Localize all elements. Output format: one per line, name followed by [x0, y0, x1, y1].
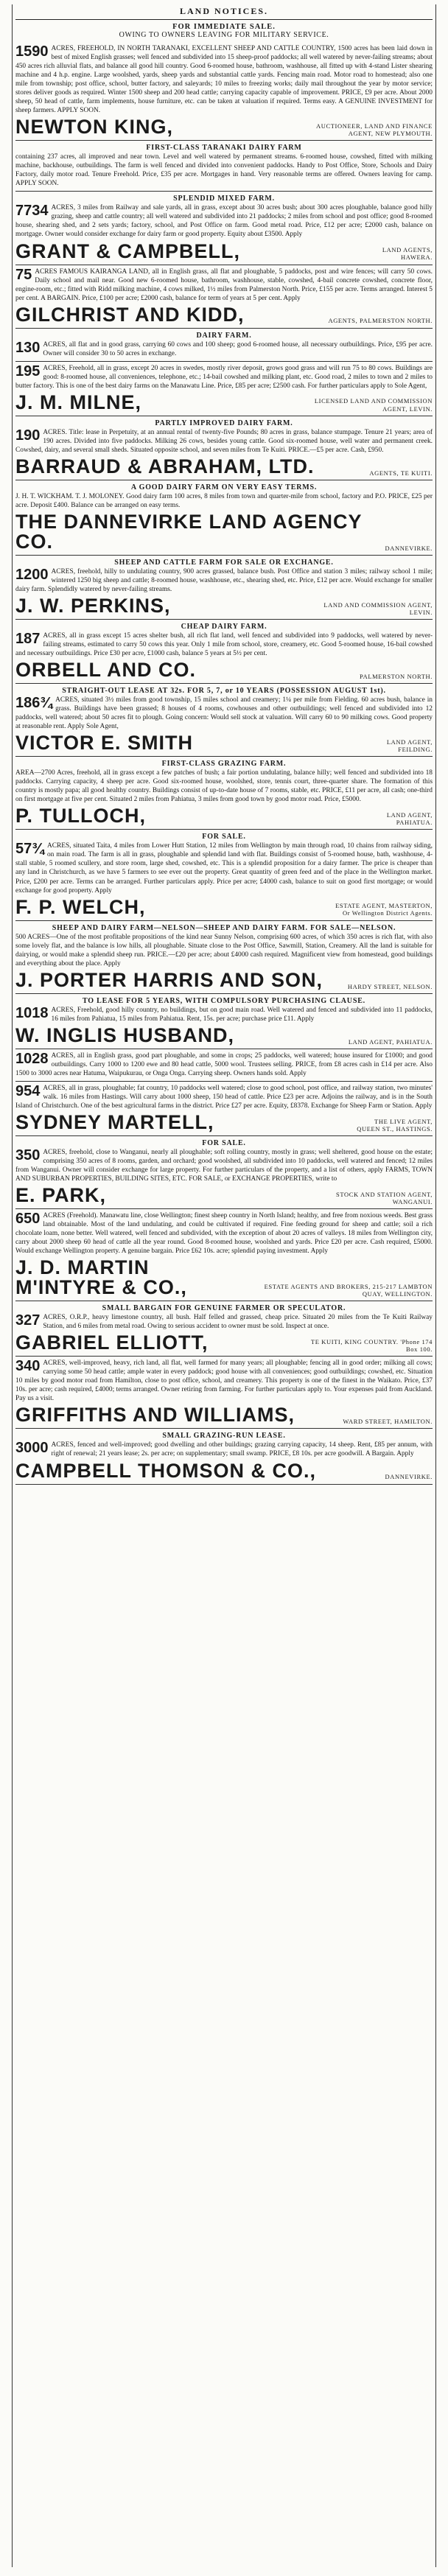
agent-address: TE KUITI, KING COUNTRY. 'Phone 174 Box 100. — [310, 1337, 433, 1354]
agent-name: F. P. WELCH, — [15, 895, 146, 918]
agent-line — [15, 596, 433, 616]
agent-line — [15, 1186, 433, 1205]
agent-address: PALMERSTON NORTH. — [360, 672, 433, 680]
agent-line — [15, 393, 433, 413]
ad-heading: PARTLY IMPROVED DAIRY FARM. — [155, 419, 293, 427]
acreage-number: 187 — [15, 631, 41, 648]
ad-body-text: ACRES, all in grass, ploughable; fat country, 10 paddocks well watered; close to good school, post office, and railway station, two minutes' walk. 16 miles from Hastings. Will carry about 1000 sheep, 150 head of cattle. Price £23 per acre. Adjoins the railway, and is in the South Island of Christchurch. One of the best agricultural farms in the district. Price £27 per acre. Equity, £8378. Exchange for Sheep Farm or Station. Apply — [15, 1084, 433, 1110]
agent-line — [15, 1461, 433, 1481]
ad-body — [15, 1006, 433, 1023]
agent-line — [15, 1110, 433, 1133]
agent-name: ORBELL AND CO. — [15, 659, 197, 682]
ads-list — [15, 42, 433, 1485]
acreage-number: 3000 — [15, 1440, 49, 1457]
agent-name: CAMPBELL THOMSON & CO., — [15, 1459, 317, 1482]
ad-heading: SMALL BARGAIN FOR GENUINE FARMER OR SPECULATOR. — [102, 1304, 346, 1313]
ad-body — [15, 1313, 433, 1331]
ad-heading: FIRST-CLASS GRAZING FARM. — [161, 760, 287, 769]
ad-body-text: ACRES, freehold, hilly to undulating country, 900 acres grassed, balance bush. Post Office and station 3 miles; railway school 1 mile; wintered 1250 big sheep and cattle; 8-roomed house, washhouse, etc., shearing shed, etc. Price, £12 per acre. Would exchange for smaller dairy farm. Splendidly watered by never-failing streams. — [15, 567, 433, 593]
acreage-number: 57¾ — [15, 841, 44, 858]
ad-body — [15, 428, 433, 455]
ad-body-text: ACRES, FREEHOLD, IN NORTH TARANAKI, EXCELLENT SHEEP AND CATTLE COUNTRY, 1500 acres has been laid down in best of mixed English grasses; well fenced and subdivided into 15 sheep-proof paddocks; all well watered by never-failing streams; about 450 acres rich alluvial flats, and balance all good hill country. Good 6-roomed house, bathroom, washhouse, all fitted up with 4-stand Lister shearing machine and 4 h.p. engine. Large woolshed, yards, sheep yards and substantial cattle yards. Fencing main road. Motor road to homestead; also one mile from township; post office, school, butter factory, and saleyards; 10 miles to freezing works; daily mail throughout the year by motor service; stores deliver goods as required. Winter 1500 sheep and 200 head cattle; carrying capacity capable of improvement. PRICE, £9 per acre. About 2000 sheep, 50 head of cattle, farm implements, house furniture, etc. can be taken at valuation if required. Terms easy. A GENUINE INVESTMENT for sheep farmers. APPLY SOON. — [15, 45, 433, 115]
agent-line — [15, 897, 433, 917]
ad-body — [15, 567, 433, 594]
agent-address: HARDY STREET, NELSON. — [347, 982, 433, 990]
agent-name: P. TULLOCH, — [15, 805, 147, 827]
ad-body — [15, 1441, 433, 1458]
ad-body-text: ACRES, all in grass except 15 acres shelter bush, all rich flat land, well fenced and subdivided into 9 paddocks, well watered by never-failing streams, estimated to carry 50 cows this year. Only 1 mile from school, store, creamery, etc. Good 5-roomed house, 16-bail cowshed and necessary outbuildings. Price £30 per acre, £1000 cash, balance 5 years at 5½ per cent. — [15, 632, 433, 658]
agent-line — [15, 305, 433, 325]
ad-body-text: ACRES, situated 3½ miles from good township, 15 miles school and creamery; 1¼ per mile from Fielding. 60 acres bush, balance in grass. Buildings have been grassed; 8 houses of 4 rooms, cowhouses and other outbuildings; well fenced and subdivided into 12 paddocks, well watered; about 50 acres fit to plough. Going concern: Would sell stock at valuation. Will carry 60 to 90 milking cows. Good property at reasonable rent. Apply Sole Agent, — [15, 696, 433, 731]
acreage-number: 327 — [15, 1312, 41, 1329]
acreage-number: 650 — [15, 1211, 41, 1228]
agent-address: ESTATE AGENTS AND BROKERS, 215-217 LAMBTON QUAY, WELLINGTON. — [264, 1282, 433, 1298]
ad-body — [15, 769, 433, 804]
ad-heading: STRAIGHT-OUT LEASE AT 32s. FOR 5, 7, or 10 YEARS (POSSESSION AUGUST 1st). — [62, 687, 386, 696]
acreage-number: 340 — [15, 1358, 41, 1375]
agent-line — [15, 117, 433, 137]
acreage-number: 1028 — [15, 1050, 49, 1067]
agent-address: LAND AGENT, PAHIATUA. — [386, 811, 433, 827]
land-ad — [15, 994, 433, 1049]
agent-name: GILCHRIST AND KIDD, — [15, 303, 245, 326]
agent-line — [15, 457, 433, 477]
agent-address: THE LIVE AGENT, QUEEN ST., HASTINGS. — [357, 1117, 433, 1133]
ad-body-text: ACRES. Title: lease in Perpetuity, at an annual rental of twenty-five Pounds; 80 acres in grass, balance stumpage. Tenure 21 years; area of 190 acres. Divided into five paddocks. Milking 26 cows, besides young cattle. Good six-roomed house, well water and permanent creek. Cowshed, dairy, and several small sheds. Situated opposite school, and seven miles from Te Kuiti. PRICE.—£5 per acre. Cash, £950. — [15, 428, 433, 454]
agent-address: LAND AND COMMISSION AGENT, LEVIN. — [323, 601, 433, 616]
land-ad — [15, 1082, 433, 1136]
land-ad — [15, 1209, 433, 1301]
ad-body-text: ACRES, fenced and well-improved; good dwelling and other buildings; grazing carrying capacity, 14 sheep. Rent, £85 per annum, with right of renewal; 21 years lease; 2s. per acre; on supplementary; small swamp. PRICE, £8 10s. per acre goodwill. A Bargain. Apply — [51, 1441, 433, 1458]
agent-line — [15, 1405, 433, 1425]
agent-name: GRIFFITHS AND WILLIAMS, — [15, 1404, 295, 1427]
ad-body — [15, 153, 433, 188]
agent-name: BARRAUD & ABRAHAM, LTD. — [15, 455, 315, 477]
agent-address: LAND AGENTS, HAWERA. — [382, 246, 433, 262]
land-ad — [15, 620, 433, 684]
agent-address: AUCTIONEER, LAND AND FINANCE AGENT, NEW PLYMOUTH. — [316, 122, 433, 138]
lead-heading: FOR IMMEDIATE SALE. — [172, 23, 276, 31]
land-ad — [15, 1301, 433, 1357]
agent-address: WARD STREET, HAMILTON. — [343, 1418, 433, 1426]
acreage-number: 1018 — [15, 1004, 49, 1021]
ad-body-text: ACRES, all flat and in good grass, carrying 60 cows and 100 sheep; good 6-roomed house, all necessary outbuildings. Price, £95 per acre. Owner will consider 30 to 50 acres in exchange. — [43, 340, 433, 357]
ad-heading: SPLENDID MIXED FARM. — [173, 195, 275, 203]
ad-heading: FIRST-CLASS TARANAKI DAIRY FARM — [146, 144, 302, 153]
ad-body — [15, 1084, 433, 1110]
ad-body — [15, 841, 433, 895]
land-ad — [15, 141, 433, 192]
agent-address: LICENSED LAND AND COMMISSION AGENT, LEVIN. — [314, 397, 433, 413]
agent-line — [15, 806, 433, 826]
ad-heading: SMALL GRAZING-RUN LEASE. — [162, 1432, 286, 1441]
agent-address: LAND AGENT, FEILDING. — [386, 738, 433, 754]
ad-body-text: ACRES, freehold, close to Wanganui, nearly all ploughable; soft rolling country, mostly in grass; well sheltered, good house on the estate; comprising 350 acres of 8 rooms, garden, and orchard; good woolshed, all subdivided into 10 paddocks, well watered and fenced; 12 miles from Wanganui. Owner will consider exchange for large property. For further particulars of the property, and a list of others, apply FARMS, TOWN AND SUBURBAN PROPERTIES, BUILDING SITES, ETC. FOR SALE, or EXCHANGE PROPERTIES, write to — [15, 1148, 433, 1183]
land-ad — [15, 329, 433, 362]
agent-address: AGENTS, TE KUITI. — [369, 469, 433, 477]
land-ad — [15, 684, 433, 757]
agent-name: J. PORTER HARRIS AND SON, — [15, 968, 323, 991]
ad-body-text: ACRES, Freehold, good hilly country, no buildings, but on good main road. Well watered and fenced and subdivided into 11 paddocks, 16 miles from Pahiatua, 15 miles from Pahiatua. Rent, 15s. per acre; purchase price £11. Apply — [51, 1006, 433, 1023]
agent-name: SYDNEY MARTELL, — [15, 1110, 214, 1133]
acreage-number: 130 — [15, 339, 41, 356]
ad-body-text: 500 ACRES—One of the most profitable propositions of the kind near Sunny Nelson, comprising 600 acres, of which 350 acres is rich flat, with also some lovely flat, and the balance is low hills, all ploughable. Situate close to the Post Office, Sawmill, Station, Creamery. All the land is suitable for dairying, or would make a splendid sheep run. PRICE.—£20 per acre; about £4000 cash required. Magnificent view from homestead, good buildings and everything about the place. Apply — [15, 933, 433, 967]
agent-line — [15, 970, 433, 990]
agent-name: VICTOR E. SMITH — [15, 732, 194, 755]
ad-body-text: ACRES, Freehold, all in grass, except 20 acres in swedes, mostly river deposit, grows good grass and will run 75 to 80 cows. Buildings are good: 8-roomed house, all conveniences, telephone, etc.; 14-bail cowshed and milking plant, etc. Good road, 2 miles to town and 2 miles to butter factory. This is one of the best dairy farms on the Manawatu Line. Price, £85 per acre; £2500 cash. For further particulars apply to Sole Agent, — [15, 364, 433, 390]
land-ad — [15, 42, 433, 141]
acreage-number: 7734 — [15, 203, 49, 220]
agent-line — [15, 512, 433, 552]
agent-name: J. W. PERKINS, — [15, 595, 171, 617]
agent-address: DANNEVIRKE. — [385, 1473, 433, 1481]
land-ad — [15, 1049, 433, 1082]
acreage-number: 350 — [15, 1147, 41, 1163]
acreage-number: 75 — [15, 266, 32, 283]
land-ad — [15, 830, 433, 920]
ad-body — [15, 492, 433, 510]
agent-name: W. INGLIS HUSBAND, — [15, 1023, 235, 1046]
ad-body-text: ACRES FAMOUS KAIRANGA LAND, all in English grass, all flat and ploughable, 5 paddocks, post and wire fences; will carry 50 cows. Daily school and mail near. Good new 6-roomed house, bathroom, washhouse, stable, cowshed, 4-bail concrete cowshed, concrete floor, engine-room, etc.; fitted with Ridd milking machine, 4 cows milked, 1½ miles from Palmerston North. Price, £155 per acre. Terms arranged. Interest 5 per cent. A BARGAIN. Price, £100 per acre; £2000 cash, balance for term of years at 5 per cent. Apply — [15, 267, 433, 302]
ad-body — [15, 203, 433, 239]
agent-line — [15, 239, 433, 262]
lead-subheading: OWING TO OWNERS LEAVING FOR MILITARY SERVICE. — [119, 31, 329, 39]
acreage-number: 190 — [15, 427, 41, 444]
ad-body — [15, 44, 433, 115]
ad-body-text: ACRES, 3 miles from Railway and sale yards, all in grass, except about 30 acres bush; about 300 acres ploughable, balance good hilly grazing, sheep and cattle country; all well watered and subdivided into 21 paddocks; 2 miles from school and post office; good 8-roomed house, shearing shed, and 2 sets yards; factory, school, and Post Office on farm. Good metal road. Price, £12 per acre; £2000 cash, balance on mortgage. Owner would consider exchange for dairy farm or good property. Equity about £3500. Apply — [15, 204, 433, 239]
agent-line — [15, 733, 433, 753]
acreage-number: 954 — [15, 1082, 41, 1099]
ad-heading: DAIRY FARM. — [196, 331, 252, 340]
agent-name: J. M. MILNE, — [15, 391, 142, 413]
ad-body — [15, 1148, 433, 1183]
ad-heading: SHEEP AND CATTLE FARM FOR SALE OR EXCHANGE. — [114, 558, 334, 567]
ad-heading: CHEAP DAIRY FARM. — [181, 623, 267, 631]
ad-heading: TO LEASE FOR 5 YEARS, WITH COMPULSORY PURCHASING CLAUSE. — [83, 996, 365, 1005]
ad-body — [15, 1051, 433, 1078]
agent-name: GABRIEL ELLIOTT, — [15, 1331, 209, 1354]
ad-body — [15, 696, 433, 731]
acreage-number: 1200 — [15, 566, 49, 583]
agent-name: E. PARK, — [15, 1184, 107, 1207]
ad-heading: FOR SALE. — [202, 833, 246, 841]
land-ad — [15, 1429, 433, 1484]
agent-name: NEWTON KING, — [15, 116, 173, 139]
land-ad — [15, 556, 433, 620]
ad-body — [15, 631, 433, 658]
ad-body-text: ACRES, situated Taita, 4 miles from Lower Hutt Station, 12 miles from Wellington by main through road, 10 chains from railway siding, on main road. The farm is all in grass, ploughable and splendid land with flat. Buildings consist of 5-roomed house, bath, washhouse, 4-stall stable, 5 roomed scullery, and store room, large shed, cowshed, etc. This is a splendid proposition for a dairy farmer. The price is cheaper than any land in Christchurch, as we have 5 farmers to see ever out the property. Great quantity of green feed and of the place in the Wellington market. Price, £200 per acre. Terms can be arranged. Further particulars apply. Price per acre; £4000 cash, balance to suit on good first mortgage; or would exchange for good property. Apply — [15, 842, 433, 895]
agent-address: ESTATE AGENT, MASTERTON, Or Wellington District Agents. — [335, 902, 433, 917]
section-title: LAND NOTICES. — [15, 4, 433, 20]
agent-line — [15, 1258, 433, 1298]
ad-body-text: ACRES, O.R.P., heavy limestone country, all bush. Half felled and grassed, cheap price. Situated 20 miles from the Te Kuiti Railway Station, and 6 miles from metal road. Owing to serious accident to owner must be sold. Inspect at once. — [43, 1314, 433, 1331]
land-ad — [15, 757, 433, 830]
land-ad — [15, 362, 433, 416]
land-ad — [15, 480, 433, 556]
ad-heading: FOR SALE. — [202, 1138, 246, 1147]
agent-address: AGENTS, PALMERSTON NORTH. — [328, 317, 433, 325]
ad-body — [15, 933, 433, 968]
ad-body-text: AREA—2700 Acres, freehold, all in grass except a few patches of bush; a fair portion undulating, balance hilly; well fenced and subdivided into 18 paddocks. Carrying capacity, 4 sheep per acre. Good six-roomed house, woolshed, store, tennis court, three-quarter share. The formation of this country is mostly papa; all good healthy country. Buildings consist of up-to-date house of 7 rooms, stable, etc. PRICE, £11 per acre, all cash; one-third on first mortgage at five per cent. Situated 2 miles from Pahiatua, 3 miles from good town by good motor road. Price, £5000. — [15, 769, 433, 804]
land-ad — [15, 416, 433, 480]
newspaper-column — [12, 4, 436, 2567]
ad-heading: SHEEP AND DAIRY FARM—NELSON—SHEEP AND DAIRY FARM. FOR SALE—NELSON. — [52, 923, 396, 932]
ad-body-text: ACRES (Freehold). Manawatu line, close Wellington; finest sheep country in North Island; healthy, and free from noxious weeds. Best grass land obtainable. Most of the land undulating, and could be cultivated if required. Fine feeding ground for sheep and cattle; soil a rich chocolate loam, none better. Well watered, well fenced and subdivided, with the exception of about 20 acres of valleys. 18 miles from Wellington city, carry about 2000 sheep 60 head of cattle all the year round. Good 8-roomed house, woolshed and yards. Price £20 per acre. Cash required, £5000. Would exchange Wellington property. A genuine bargain. Price £62 10s. acre; splendid paying investment. Apply — [15, 1212, 433, 1256]
land-ad — [15, 192, 433, 265]
ad-body — [15, 1211, 433, 1256]
agent-line — [15, 1023, 433, 1046]
acreage-number: 186¾ — [15, 695, 53, 712]
ad-heading: A GOOD DAIRY FARM ON VERY EASY TERMS. — [130, 483, 318, 491]
land-ad — [15, 1357, 433, 1429]
ad-body-text: J. H. T. WICKHAM. T. J. MOLONEY. Good dairy farm 100 acres, 8 miles from town and quarter-mile from school, factory and P.O. PRICE, £25 per acre. Deposit £400. Balance can be arranged on easy terms. — [15, 492, 433, 509]
ad-body-text: containing 237 acres, all improved and near town. Level and well watered by permanent streams. 6-roomed house, cowshed, fitted with milking machine, backhouse, outbuildings. The farm is well fenced and divided into convenient paddocks. Handy to Post Office, Store, Schools and Dairy Factory, daily motor road. Tenure Freehold. Price, £35 per acre. Mortgages in hand. Very reasonable terms are offered. Owners leaving for camp. APPLY SOON. — [15, 153, 433, 188]
ad-body — [15, 1359, 433, 1403]
ad-body — [15, 340, 433, 358]
agent-line — [15, 1333, 433, 1353]
land-ad — [15, 921, 433, 994]
agent-name: THE DANNEVIRKE LAND AGENCY CO. — [15, 510, 363, 553]
ad-body-text: ACRES, well-improved, heavy, rich land, all flat, well farmed for many years; all ploughable; fencing all in good order; milking all cows; carrying some 50 head cattle; ample water in every paddock; good house with all conveniences; good outbuildings; cowshed, etc. Situation 10 miles by good motor road from Hamilton, close to post office, school, and creamery. This property is one of the finest in the Waikato. Price, £37 10s. per acre; cash required, £4000; terms arranged. Owner retiring from farming. For further particulars apply to. Your expenses paid from Auckland. Pay us a visit. — [15, 1359, 433, 1403]
agent-address: STOCK AND STATION AGENT, WANGANUI. — [336, 1190, 433, 1205]
agent-address: LAND AGENT, PAHIATUA. — [348, 1037, 433, 1046]
agent-name: GRANT & CAMPBELL, — [15, 239, 240, 262]
ad-body — [15, 267, 433, 303]
ad-body — [15, 364, 433, 391]
ad-body-text: ACRES, all in English grass, good part ploughable, and some in crops; 25 paddocks, well watered; house insured for £1000; and good outbuildings. Carry 1000 to 1200 ewe and 80 head cattle, 5000 wool. Trustees selling. PRICE, from £8 acres cash in £14 per acre. Also 1500 to 3000 acres near Hatuma, Waipukurau, or Onga Onga. Carrying sheep. Owners hands sold. Apply — [15, 1051, 433, 1077]
land-ad — [15, 265, 433, 329]
acreage-number: 1590 — [15, 43, 49, 60]
land-ad — [15, 1136, 433, 1209]
acreage-number: 195 — [15, 363, 41, 379]
agent-line — [15, 660, 433, 680]
agent-address: DANNEVIRKE. — [385, 544, 433, 552]
agent-name: J. D. MARTIN M'INTYRE & CO., — [15, 1256, 187, 1299]
